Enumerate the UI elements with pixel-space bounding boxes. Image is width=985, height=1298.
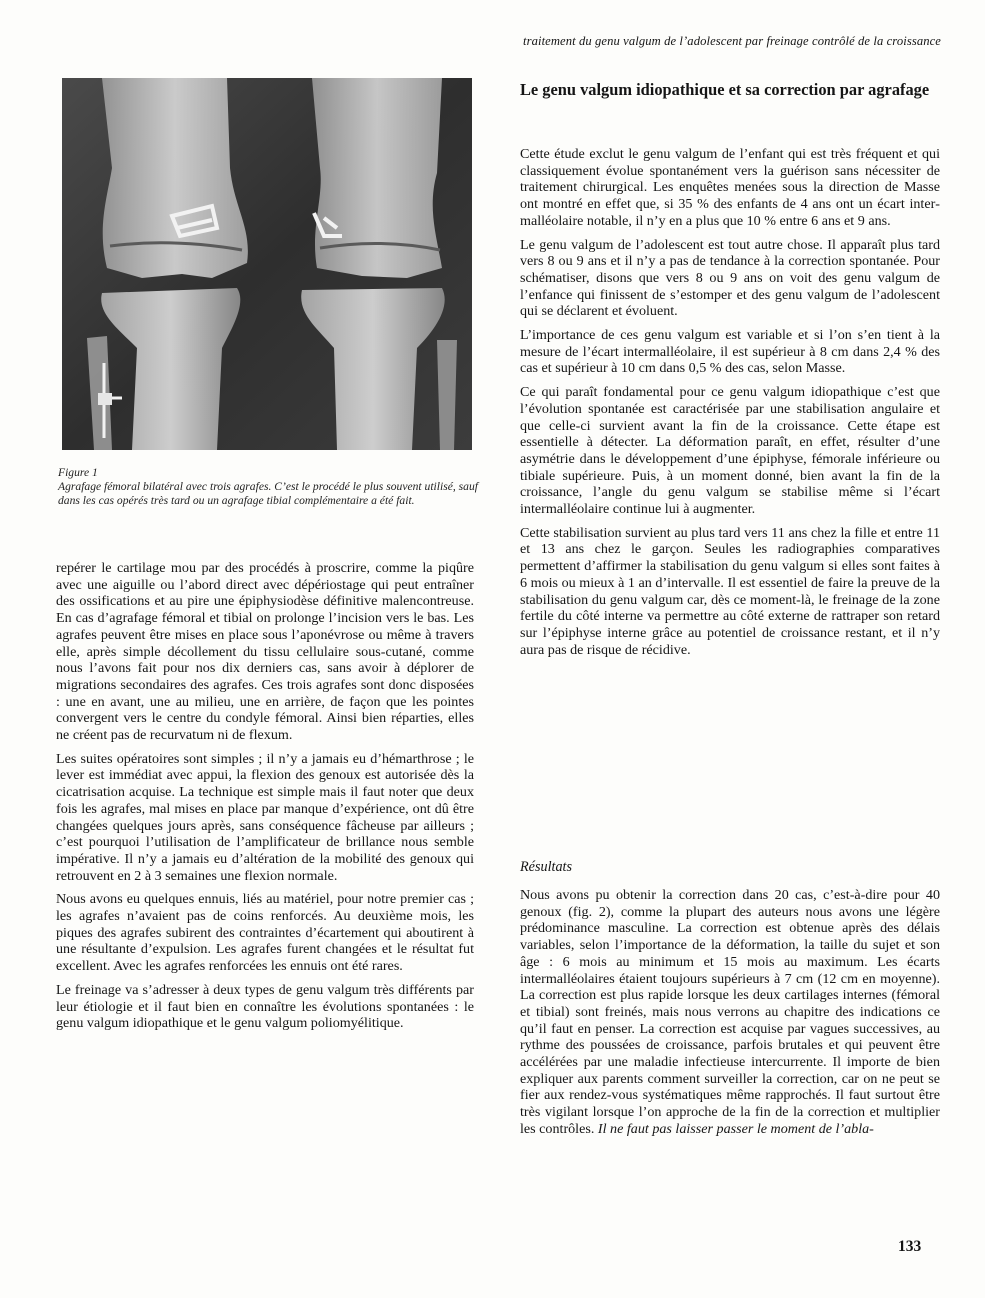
- right-fibula: [437, 340, 457, 450]
- paragraph: Les suites opératoires sont simples ; il n’y a jamais eu d’hémarthrose ; le lever est immédiat avec appui, la flexion des genoux est autorisée dès la cicatrisation acquise. La technique est simple mais il faut noter que deux fois les agrafes, mal mises en place par manque d’expérience, ont dû être changées quelques jours après, sans conséquence fâcheuse par ailleurs ; c’est pourquoi l’utilisation de l’amplificateur de brillance nous semble impérative. Il n’y a jamais eu d’altération de la mobilité des genoux qui retrouvent en 2 à 3 semaines une flexion normale.: [56, 750, 474, 884]
- paragraph: Ce qui paraît fondamental pour ce genu valgum idiopathique c’est que l’évolution spontanée est caractérisée par une stabilisation angulaire et que celle-ci survient avant la fin de la croissance. Cette étape est essentielle à détecter. La déformation paraît, en effet, résulter d’une asymétrie dans le développement d’une épiphyse, fémorale inférieure ou tibiale supérieure. Puis, à un moment donné, bien avant la fin de la croissance, l’angle du genu valgum se stabilise même si l’écart intermalléolaire continue lui à augmenter.: [520, 384, 940, 518]
- section-title: Le genu valgum idiopathique et sa correction par agrafage: [520, 80, 930, 99]
- right-column: [520, 146, 940, 665]
- results-subheading: Résultats: [520, 859, 573, 875]
- paragraph: repérer le cartilage mou par des procédés à proscrire, comme la piqûre avec une aiguille ou l’abord direct avec dépériostage qui peut entraîner des ossifications et au pire une épiphysiodèse définitive malencontreuse. En cas d’agrafage fémoral et tibial on prolonge l’incision vers le bas. Les agrafes peuvent être mises en place sous l’aponévrose ou même à travers elle, après simple décollement du tissu cellulaire sous-cutané, comme nous l’avons fait pour nos dix derniers cas, sans avoir à déplorer de migrations secondaires des agrafes. Ces trois agrafes sont donc disposées : une en avant, une au milieu, une en arrière, de façon que les pointes convergent vers le centre du condyle fémoral. Ainsi bien réparties, elles ne créent pas de recurvatum ni de flexum.: [56, 560, 474, 744]
- paragraph: L’importance de ces genu valgum est variable et si l’on s’en tient à la mesure de l’écart intermalléolaire, il est supérieur à 8 cm dans 2,4 % des cas et supérieur à 10 cm dans 0,5 % des cas, selon Masse.: [520, 327, 940, 377]
- left-column: [56, 560, 474, 1039]
- paragraph: Le genu valgum de l’adolescent est tout autre chose. Il apparaît plus tard vers 8 ou 9 ans et il n’y a pas de tendance à la correction spontanée. Pour schématiser, disons que vers 8 ou 9 ans on voit des genu valgum de l’enfance qui finissent de s’estomper et des genu valgum de l’adolescent qui se déclarent et évoluent.: [520, 236, 940, 320]
- page-number: 133: [898, 1238, 922, 1255]
- figure-caption-text: Agrafage fémoral bilatéral avec trois agrafes. C’est le procédé le plus souvent utilisé, sauf dans les cas opérés très tard ou un agrafage tibial complémentaire a été fait.: [58, 480, 478, 507]
- paragraph: Nous avons eu quelques ennuis, liés au matériel, pour notre premier cas ; les agrafes n’avaient pas de coins renforcés. Au deuxième mois, les piques des agrafes subirent des contraintes d’écartement qui aboutirent à une résultante d’expulsion. Les agrafes furent changées et le résultat fut excellent. Avec les agrafes renforcées les ennuis ont été rares.: [56, 891, 474, 975]
- xray-image: [62, 78, 472, 450]
- figure-caption: [58, 466, 478, 508]
- figure-label: Figure 1: [58, 466, 98, 479]
- results-italic-tail: Il ne faut pas laisser passer le moment de l’abla-: [597, 1120, 874, 1137]
- results-column: [520, 887, 940, 1145]
- results-paragraph: [520, 887, 940, 1138]
- running-header: traitement du genu valgum de l’adolescent par freinage contrôlé de la croissance: [522, 34, 941, 48]
- results-text: Nous avons pu obtenir la correction dans 20 cas, c’est-à-dire pour 40 genoux (fig. 2), comme la plupart des auteurs nous avons une légère prédominance masculine. La correction est obtenue après des délais variables, selon l’importance de la déformation, la taille du sujet et son âge : 6 mois au minimum et 15 mois au maximum. Les écarts intermalléolaires étaient toujours supérieurs à 7 cm (12 cm en moyenne). La correction est plus rapide lorsque les deux cartilages internes (fémoral et tibial) sont freinés, mais nous verrons au chapitre des indications ce qu’il faut en penser. La correction est acquise par vagues successives, au rythme des poussées de croissance, parfois brutales et qui peuvent être accélérées par une maladie infectieuse intercurrente. Il importe de bien expliquer aux parents comment surveiller la correction, car on ne peut se fier aux rendez-vous systématiques même rapprochés. Il faut surtout être très vigilant lorsque l’on approche de la fin de la correction et multiplier les contrôles.: [520, 887, 940, 1137]
- paragraph: Cette stabilisation survient au plus tard vers 11 ans chez la fille et entre 11 et 13 ans chez le garçon. Seules les radiographies comparatives permettent d’affirmer la stabilisation du genu valgum si elles sont faites à 6 mois ou mieux à 1 an d’intervalle. Il est essentiel de faire la preuve de la stabilisation du genu valgum car, dès ce moment-là, le freinage de la zone fertile du côté interne va permettre au côté externe de rattraper son retard sur l’épiphyse interne grâce au potentiel de croissance restant, et il n’y aura pas de risque de récidive.: [520, 524, 940, 658]
- paragraph: Cette étude exclut le genu valgum de l’enfant qui est très fréquent et qui classiquement évolue spontanément vers la guérison sans nécessiter de traitement chirurgical. Les enquêtes menées sous la direction de Masse ont montré en effet que, si 35 % des enfants de 4 ans ont un écart intermalléolaire notable, il n’y en a plus que 10 % entre 6 ans et 9 ans.: [520, 146, 940, 229]
- knee-xray-figure: [62, 78, 472, 450]
- paragraph: Le freinage va s’adresser à deux types de genu valgum très différents par leur étiologie et il faut bien en connaître les évolutions spontanées : le genu valgum idiopathique et le genu valgum poliomyélitique.: [56, 981, 474, 1032]
